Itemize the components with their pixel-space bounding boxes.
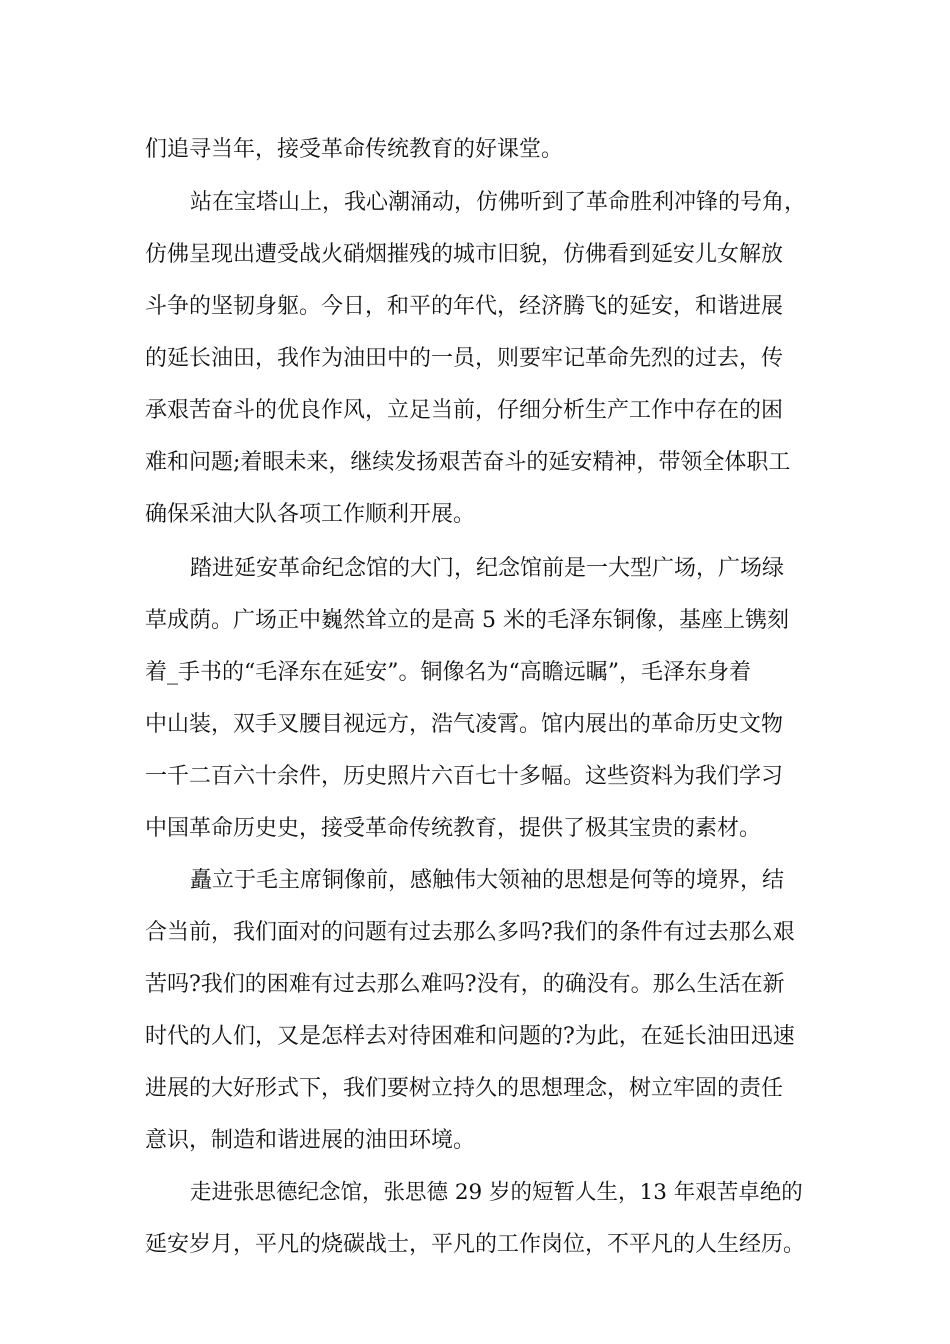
text-line-4: 斗争的坚韧身躯。今日，和平的年代，经济腾飞的延安，和谐进展 xyxy=(145,294,784,319)
text-line-3: 仿佛呈现出遭受战火硝烟摧残的城市旧貌，仿佛看到延安儿女解放 xyxy=(145,242,784,267)
text-line-5: 的延长油田，我作为油田中的一员，则要牢记革命先烈的过去，传 xyxy=(145,346,784,371)
text-line-16: 合当前，我们面对的问题有过去那么多吗?我们的条件有过去那么艰 xyxy=(145,920,795,945)
text-line-9: 踏进延安革命纪念馆的大门，纪念馆前是一大型广场，广场绿 xyxy=(190,556,785,581)
text-line-17: 苦吗?我们的困难有过去那么难吗?没有，的确没有。那么生活在新 xyxy=(145,972,785,997)
text-line-11: 着_手书的“毛泽东在延安”。铜像名为“高瞻远瞩”，毛泽东身着 xyxy=(145,660,751,685)
text-line-2: 站在宝塔山上，我心潮涌动，仿佛听到了革命胜利冲锋的号角， xyxy=(190,190,807,215)
text-line-13: 一千二百六十余件，历史照片六百七十多幅。这些资料为我们学习 xyxy=(145,764,784,789)
text-line-7: 难和问题;着眼未来，继续发扬艰苦奋斗的延安精神，带领全体职工 xyxy=(145,450,791,475)
text-line-21: 走进张思德纪念馆，张思德 29 岁的短暂人生，13 年艰苦卓绝的 xyxy=(190,1180,803,1205)
text-line-15: 矗立于毛主席铜像前，感触伟大领袖的思想是何等的境界，结 xyxy=(190,868,785,893)
text-line-19: 进展的大好形式下，我们要树立持久的思想理念，树立牢固的责任 xyxy=(145,1076,784,1101)
text-line-8: 确保采油大队各项工作顺利开展。 xyxy=(145,502,476,527)
text-line-1: 们追寻当年，接受革命传统教育的好课堂。 xyxy=(145,137,564,162)
text-line-20: 意识，制造和谐进展的油田环境。 xyxy=(145,1128,476,1153)
text-line-14: 中国革命历史史，接受革命传统教育，提供了极其宝贵的素材。 xyxy=(145,816,762,841)
text-line-10: 草成荫。广场正中巍然耸立的是高 5 米的毛泽东铜像，基座上镌刻 xyxy=(145,608,789,633)
text-line-18: 时代的人们，又是怎样去对待困难和问题的?为此，在延长油田迅速 xyxy=(145,1024,795,1049)
text-line-6: 承艰苦奋斗的优良作风，立足当前，仔细分析生产工作中存在的困 xyxy=(145,398,784,423)
text-line-12: 中山装，双手叉腰目视远方，浩气凌霄。馆内展出的革命历史文物 xyxy=(145,712,784,737)
text-line-22: 延安岁月，平凡的烧碳战士，平凡的工作岗位，不平凡的人生经历。 xyxy=(145,1232,806,1257)
